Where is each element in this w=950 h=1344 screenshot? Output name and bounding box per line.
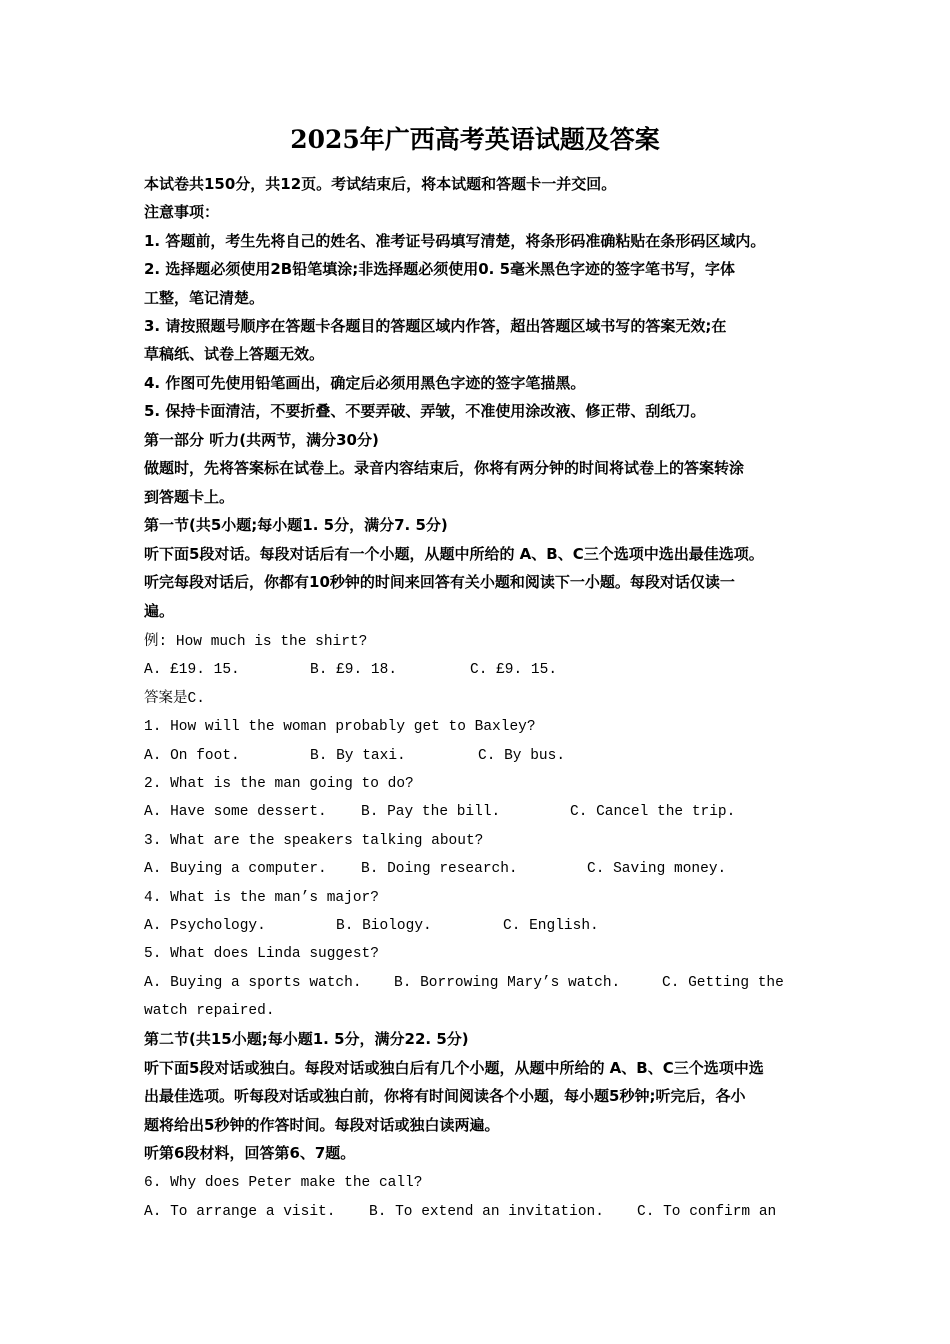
notice-item-2: 2. 选择题必须使用2B铅笔填涂;非选择题必须使用0. 5毫米黑色字迹的签字笔书写，字体 <box>144 260 736 278</box>
question-5-options <box>144 969 824 997</box>
intro-line: 本试卷共150分，共12页。考试结束后，将本试题和答题卡一并交回。 <box>144 175 617 193</box>
question-1-options <box>144 742 824 770</box>
option-c: C. To confirm an <box>637 1204 777 1220</box>
option-b: B. To extend an invitation. <box>369 1204 604 1220</box>
notice-item-4: 4. 作图可先使用铅笔画出，确定后必须用黑色字迹的签字笔描黑。 <box>144 374 586 392</box>
option-a: A. Buying a computer. <box>144 861 327 877</box>
question-3-options <box>144 855 824 883</box>
option-c: C. £9. 15. <box>470 662 558 678</box>
part1-heading: 第一部分 听力(共两节，满分30分) <box>144 431 379 449</box>
option-a: A. £19. 15. <box>144 662 240 678</box>
option-c: C. Saving money. <box>587 861 727 877</box>
question-6-options <box>144 1198 824 1226</box>
option-b: B. Borrowing Mary’s watch. <box>394 975 621 991</box>
notice-item-2-cont: 工整，笔记清楚。 <box>144 289 265 307</box>
option-a: A. Buying a sports watch. <box>144 975 362 991</box>
option-b: B. By taxi. <box>310 748 406 764</box>
option-a: A. On foot. <box>144 748 240 764</box>
example-options <box>144 656 824 684</box>
section1-heading: 第一节(共5小题;每小题1. 5分，满分7. 5分) <box>144 516 448 534</box>
option-b: B. Pay the bill. <box>361 804 501 820</box>
question-1: 1. How will the woman probably get to Baxley? <box>144 719 536 735</box>
question-4-options <box>144 912 824 940</box>
example-question: 例: How much is the shirt? <box>144 634 368 650</box>
section2-heading: 第二节(共15小题;每小题1. 5分，满分22. 5分) <box>144 1030 469 1048</box>
notice-item-3-cont: 草稿纸、试卷上答题无效。 <box>144 345 325 363</box>
section2-instruction-end: 题将给出5秒钟的作答时间。每段对话或独白读两遍。 <box>144 1116 500 1134</box>
question-2-options <box>144 798 824 826</box>
section2-instruction-cont: 出最佳选项。听每段对话或独白前，你将有时间阅读各个小题，每小题5秒钟;听完后，各小 <box>144 1087 746 1105</box>
option-c: C. By bus. <box>478 748 566 764</box>
notice-item-5: 5. 保持卡面清洁，不要折叠、不要弄破、弄皱，不准使用涂改液、修正带、刮纸刀。 <box>144 402 706 420</box>
option-b: B. £9. 18. <box>310 662 398 678</box>
question-6: 6. Why does Peter make the call? <box>144 1175 423 1191</box>
option-b: B. Doing research. <box>361 861 518 877</box>
notice-item-3: 3. 请按照题号顺序在答题卡各题目的答题区域内作答，超出答题区域书写的答案无效;在 <box>144 317 727 335</box>
option-c: C. Cancel the trip. <box>570 804 736 820</box>
question-3: 3. What are the speakers talking about? <box>144 833 484 849</box>
question-4: 4. What is the man’s major? <box>144 890 379 906</box>
material-6-heading: 听第6段材料，回答第6、7题。 <box>144 1144 356 1162</box>
option-c: C. English. <box>503 918 599 934</box>
section2-instruction: 听下面5段对话或独白。每段对话或独白后有几个小题，从题中所给的 A、B、C三个选项中选 <box>144 1059 764 1077</box>
option-a: A. Have some dessert. <box>144 804 327 820</box>
question-2: 2. What is the man going to do? <box>144 776 414 792</box>
part1-instruction-cont: 到答题卡上。 <box>144 488 235 506</box>
section1-instruction-end: 遍。 <box>144 602 175 620</box>
notice-heading: 注意事项： <box>144 203 220 221</box>
question-5-option-c-cont: watch repaired. <box>144 1003 275 1019</box>
option-b: B. Biology. <box>336 918 432 934</box>
question-5: 5. What does Linda suggest? <box>144 946 379 962</box>
part1-instruction: 做题时，先将答案标在试卷上。录音内容结束后，你将有两分钟的时间将试卷上的答案转涂 <box>144 459 745 477</box>
section1-instruction: 听下面5段对话。每段对话后有一个小题，从题中所给的 A、B、C三个选项中选出最佳选项。 <box>144 545 764 563</box>
section1-instruction-cont: 听完每段对话后，你都有10秒钟的时间来回答有关小题和阅读下一小题。每段对话仅读一 <box>144 573 735 591</box>
page-title: 2025年广西高考英语试题及答案 <box>290 125 660 154</box>
option-a: A. Psychology. <box>144 918 266 934</box>
example-answer: 答案是C. <box>144 691 205 707</box>
option-c: C. Getting the <box>662 975 784 991</box>
option-a: A. To arrange a visit. <box>144 1204 336 1220</box>
notice-item-1: 1. 答题前，考生先将自己的姓名、准考证号码填写清楚，将条形码准确粘贴在条形码区域内。 <box>144 232 766 250</box>
